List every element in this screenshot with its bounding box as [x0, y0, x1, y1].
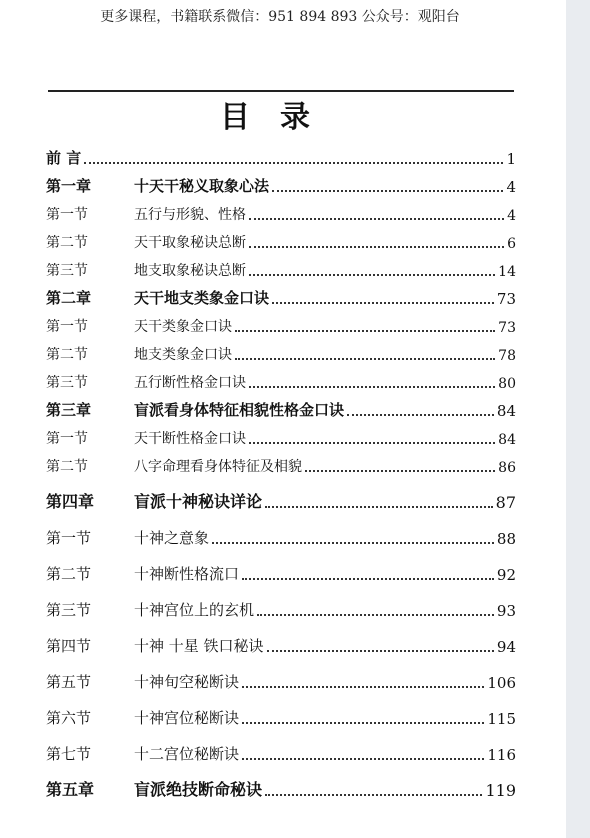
toc-chapter-entry[interactable] [46, 168, 516, 196]
toc-leader-dots [249, 246, 504, 248]
toc-entry-number: 前 言 [46, 149, 82, 167]
toc-leader-dots [235, 358, 495, 360]
toc-entry-title: 天干取象秘诀总断 [134, 235, 246, 251]
toc-entry-title: 天干类象金口诀 [134, 319, 232, 335]
toc-chapter-entry[interactable] [46, 476, 516, 512]
toc-entry-title: 十神之意象 [134, 529, 210, 547]
toc-page-number: 84 [496, 402, 516, 420]
toc-page-number: 6 [507, 236, 516, 252]
toc-section-entry[interactable] [46, 252, 516, 280]
toc-entry-number: 第一章 [46, 177, 92, 195]
toc-leader-dots [84, 162, 503, 164]
toc-entry-title: 地支类象金口诀 [134, 347, 232, 363]
toc-chapter-entry[interactable] [46, 392, 516, 420]
toc-entry-number: 第四节 [46, 637, 92, 655]
toc-entry-title: 天干地支类象金口诀 [134, 289, 270, 307]
toc-entry-number: 第三章 [46, 401, 92, 419]
toc-leader-dots [265, 794, 482, 796]
toc-entry-number: 第一节 [46, 207, 88, 223]
toc-section-entry[interactable] [46, 224, 516, 252]
toc-entry-title: 盲派看身体特征相貌性格金口诀 [134, 401, 345, 419]
table-of-contents [46, 140, 516, 800]
toc-entry-number: 第一节 [46, 529, 92, 547]
toc-chapter-entry[interactable] [46, 140, 516, 168]
toc-entry-title: 十神旬空秘断诀 [134, 673, 240, 691]
toc-page-number: 73 [498, 320, 516, 336]
toc-page-number: 119 [485, 781, 516, 800]
toc-entry-title: 十二宫位秘断诀 [134, 745, 240, 763]
toc-section-entry[interactable] [46, 420, 516, 448]
toc-leader-dots [305, 470, 495, 472]
toc-page-number: 1 [506, 150, 516, 168]
toc-entry-number: 第二节 [46, 459, 88, 475]
toc-entry-number: 第五章 [46, 780, 95, 799]
toc-chapter-entry[interactable] [46, 764, 516, 800]
toc-page-number: 94 [496, 638, 516, 656]
toc-leader-dots [242, 722, 484, 724]
toc-entry-number: 第三节 [46, 263, 88, 279]
toc-section-entry[interactable] [46, 196, 516, 224]
toc-page-number: 115 [487, 710, 516, 728]
toc-leader-dots [272, 190, 503, 192]
toc-entry-number: 第一节 [46, 319, 88, 335]
toc-entry-title: 八字命理看身体特征及相貌 [134, 459, 302, 475]
toc-section-entry[interactable] [46, 364, 516, 392]
toc-entry-title: 天干断性格金口诀 [134, 431, 246, 447]
page-edge-strip [566, 0, 590, 838]
toc-leader-dots [272, 302, 494, 304]
toc-section-entry[interactable] [46, 584, 516, 620]
toc-entry-title: 盲派十神秘诀详论 [134, 492, 263, 511]
toc-page-number: 93 [496, 602, 516, 620]
toc-page-number: 106 [487, 674, 516, 692]
toc-page-number: 84 [498, 432, 516, 448]
toc-page-number: 4 [506, 178, 516, 196]
toc-entry-number: 第一节 [46, 431, 88, 447]
toc-page-number: 80 [498, 376, 516, 392]
toc-leader-dots [235, 330, 495, 332]
toc-section-entry[interactable] [46, 448, 516, 476]
toc-leader-dots [267, 650, 494, 652]
toc-section-entry[interactable] [46, 512, 516, 548]
header-note: 更多课程，书籍联系微信：951 894 893 公众号：观阳台 [100, 9, 460, 25]
toc-entry-number: 第三节 [46, 375, 88, 391]
page-title: 目录 [220, 100, 340, 135]
toc-leader-dots [249, 218, 504, 220]
toc-entry-title: 十神宫位秘断诀 [134, 709, 240, 727]
toc-entry-title: 十神宫位上的玄机 [134, 601, 255, 619]
toc-entry-title: 十神断性格流口 [134, 565, 240, 583]
toc-page-number: 4 [507, 208, 516, 224]
toc-leader-dots [249, 386, 495, 388]
toc-section-entry[interactable] [46, 308, 516, 336]
toc-chapter-entry[interactable] [46, 280, 516, 308]
toc-section-entry[interactable] [46, 620, 516, 656]
toc-page-number: 116 [487, 746, 516, 764]
toc-entry-title: 地支取象秘诀总断 [134, 263, 246, 279]
toc-entry-number: 第五节 [46, 673, 92, 691]
toc-section-entry[interactable] [46, 692, 516, 728]
toc-page-number: 73 [496, 290, 516, 308]
toc-leader-dots [347, 414, 494, 416]
toc-entry-number: 第六节 [46, 709, 92, 727]
toc-entry-number: 第七节 [46, 745, 92, 763]
toc-entry-title: 五行断性格金口诀 [134, 375, 246, 391]
toc-entry-number: 第二章 [46, 289, 92, 307]
toc-leader-dots [242, 758, 484, 760]
toc-page-number: 88 [496, 530, 516, 548]
toc-page-number: 92 [496, 566, 516, 584]
toc-entry-number: 第三节 [46, 601, 92, 619]
toc-page-number: 86 [498, 460, 516, 476]
toc-leader-dots [212, 542, 494, 544]
toc-section-entry[interactable] [46, 336, 516, 364]
toc-entry-title: 十天干秘义取象心法 [134, 177, 270, 195]
toc-leader-dots [249, 274, 495, 276]
toc-page-number: 78 [498, 348, 516, 364]
toc-section-entry[interactable] [46, 728, 516, 764]
toc-section-entry[interactable] [46, 656, 516, 692]
toc-leader-dots [257, 614, 494, 616]
toc-entry-number: 第四章 [46, 492, 95, 511]
toc-section-entry[interactable] [46, 548, 516, 584]
toc-entry-title: 十神 十星 铁口秘诀 [134, 637, 264, 655]
toc-leader-dots [249, 442, 495, 444]
toc-leader-dots [242, 578, 494, 580]
toc-entry-title: 五行与形貌、性格 [134, 207, 246, 223]
toc-entry-number: 第二节 [46, 565, 92, 583]
toc-entry-number: 第二节 [46, 347, 88, 363]
toc-leader-dots [242, 686, 484, 688]
toc-page-number: 14 [498, 264, 516, 280]
toc-entry-title: 盲派绝技断命秘诀 [134, 780, 263, 799]
toc-page-number: 87 [495, 493, 516, 512]
toc-entry-number: 第二节 [46, 235, 88, 251]
toc-leader-dots [265, 506, 493, 508]
